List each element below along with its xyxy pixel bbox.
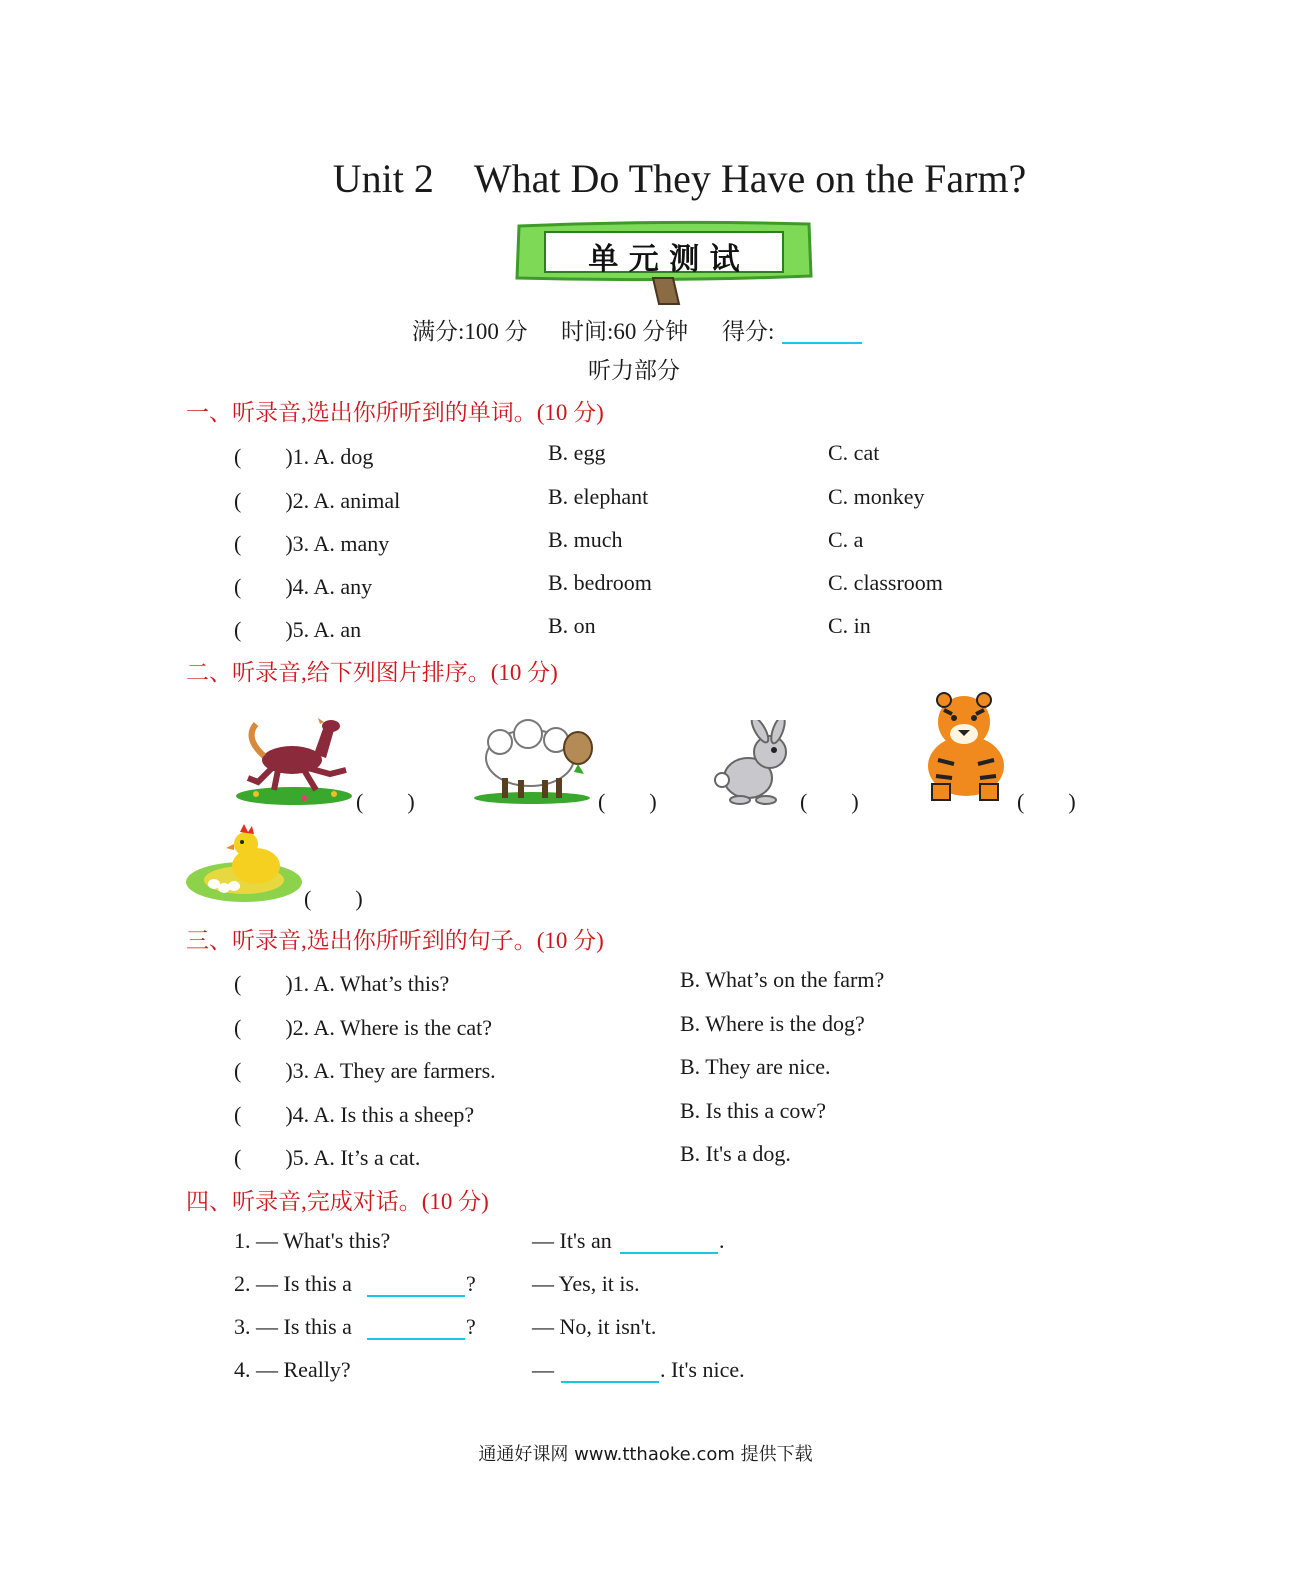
s3-q4-b: B. Is this a cow? [680, 1098, 827, 1123]
section-2-heading: 二、听录音,给下列图片排序。(10 分) [186, 660, 558, 685]
s3-q1: ( )1. A. What’s this? [234, 971, 450, 996]
s1-q5-c: C. in [828, 613, 871, 638]
rabbit-picture-icon [710, 720, 800, 806]
s4-q1: 1. — What's this? [234, 1228, 391, 1253]
unit-label: Unit 2 [332, 156, 434, 201]
s4-q2-pre: 2. — Is this a [234, 1271, 352, 1296]
unit-test-banner [513, 218, 813, 311]
s1-q5: ( )5. A. an [234, 617, 362, 642]
score-label: 得分: [722, 319, 775, 344]
horse-answer-paren[interactable]: ( ) [356, 789, 415, 814]
rabbit-answer-paren[interactable]: ( ) [800, 789, 859, 814]
sheep-answer-paren[interactable]: ( ) [598, 789, 657, 814]
s1-q5-b: B. on [548, 613, 596, 638]
horse-picture-icon [234, 708, 354, 806]
s1-q4: ( )4. A. any [234, 574, 373, 599]
s1-q4-c: C. classroom [828, 570, 943, 595]
s4-a1-blank[interactable] [620, 1228, 718, 1254]
time-limit: 时间:60 分钟 [561, 319, 689, 344]
s4-q3-pre: 3. — Is this a [234, 1314, 352, 1339]
s4-q4: 4. — Really? [234, 1357, 351, 1382]
s4-q2-blank[interactable] [367, 1271, 465, 1297]
listening-part-label: 听力部分 [588, 358, 680, 383]
s3-q2: ( )2. A. Where is the cat? [234, 1015, 493, 1040]
hen-picture-icon [184, 820, 304, 904]
s3-q2-b: B. Where is the dog? [680, 1011, 865, 1036]
s3-q3: ( )3. A. They are farmers. [234, 1058, 496, 1083]
s3-q3-b: B. They are nice. [680, 1054, 831, 1079]
hen-answer-paren[interactable]: ( ) [304, 886, 363, 911]
sheep-picture-icon [470, 712, 598, 804]
s3-q5-b: B. It's a dog. [680, 1141, 791, 1166]
s3-q1-b: B. What’s on the farm? [680, 967, 885, 992]
s3-q5: ( )5. A. It’s a cat. [234, 1145, 421, 1170]
page-title [0, 155, 1291, 202]
s1-q4-b: B. bedroom [548, 570, 652, 595]
s1-q3: ( )3. A. many [234, 531, 390, 556]
tiger-picture-icon [914, 690, 1018, 806]
s1-q2-b: B. elephant [548, 484, 649, 509]
unit-heading: What Do They Have on the Farm? [473, 156, 1027, 201]
s4-a1-pre: — It's an [532, 1228, 612, 1253]
s4-a2: — Yes, it is. [532, 1271, 640, 1296]
tiger-answer-paren[interactable]: ( ) [1017, 789, 1076, 814]
s4-a4-pre: — [532, 1357, 554, 1382]
s4-a1-post: . [719, 1228, 725, 1253]
s1-q3-c: C. a [828, 527, 864, 552]
s4-a4-post: . It's nice. [660, 1357, 745, 1382]
section-4-heading: 四、听录音,完成对话。(10 分) [186, 1189, 489, 1214]
score-blank[interactable] [782, 318, 862, 344]
section-3-heading: 三、听录音,选出你所听到的句子。(10 分) [186, 928, 604, 953]
s1-q2: ( )2. A. animal [234, 488, 401, 513]
footer-credit: 通通好课网 www.tthaoke.com 提供下载 [478, 1444, 813, 1465]
s1-q1-c: C. cat [828, 440, 880, 465]
s4-a4-blank[interactable] [561, 1357, 659, 1383]
s4-a3: — No, it isn't. [532, 1314, 657, 1339]
banner-text: 单 元 测 试 [588, 242, 740, 277]
s4-q3-post: ? [466, 1314, 476, 1339]
s4-q3-blank[interactable] [367, 1314, 465, 1340]
s1-q1-b: B. egg [548, 440, 606, 465]
s1-q2-c: C. monkey [828, 484, 925, 509]
s1-q1: ( )1. A. dog [234, 444, 374, 469]
s3-q4: ( )4. A. Is this a sheep? [234, 1102, 475, 1127]
section-1-heading: 一、听录音,选出你所听到的单词。(10 分) [186, 400, 604, 425]
s1-q3-b: B. much [548, 527, 623, 552]
s4-q2-post: ? [466, 1271, 476, 1296]
full-score: 满分:100 分 [412, 319, 528, 344]
